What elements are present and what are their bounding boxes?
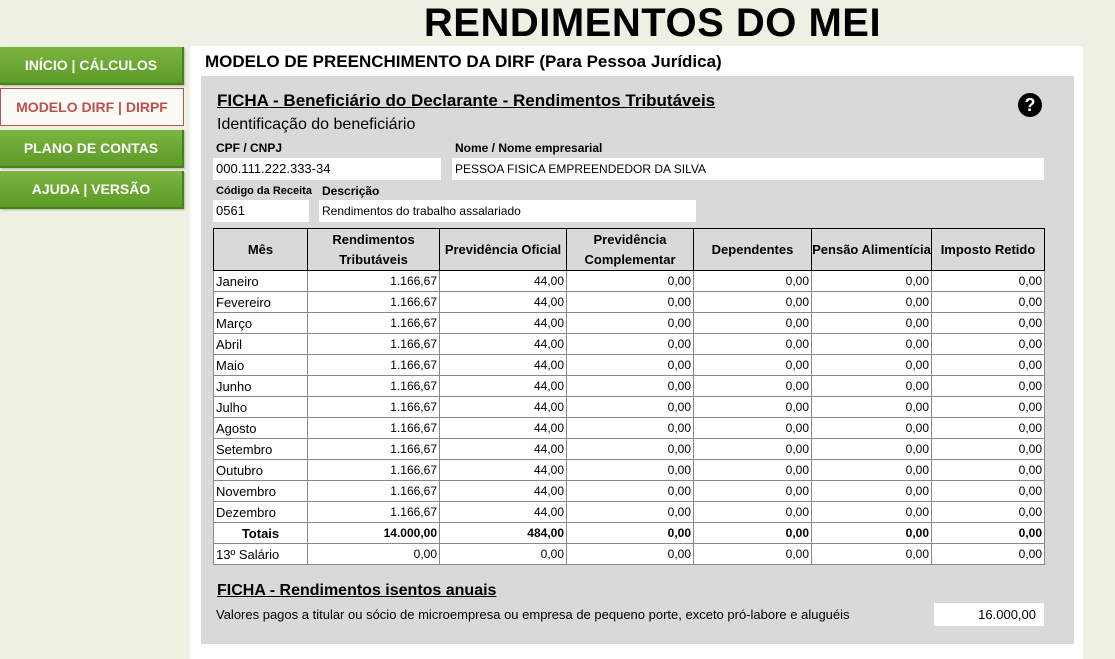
descricao-label: Descrição [322,184,380,198]
value-cell[interactable]: 44,00 [440,481,567,502]
value-cell[interactable]: 1.166,67 [308,502,440,523]
month-cell: Janeiro [214,271,308,292]
table-row [214,376,1045,397]
value-cell[interactable]: 0,00 [694,502,812,523]
value-cell[interactable]: 0,00 [694,313,812,334]
value-cell[interactable]: 0,00 [932,481,1045,502]
value-cell[interactable]: 0,00 [812,418,932,439]
value-cell[interactable]: 1.166,67 [308,460,440,481]
value-cell[interactable]: 1.166,67 [308,439,440,460]
value-cell[interactable]: 44,00 [440,439,567,460]
value-cell[interactable]: 0,00 [694,523,812,544]
value-cell[interactable]: 0,00 [812,439,932,460]
value-cell[interactable]: 0,00 [812,271,932,292]
value-cell[interactable]: 0,00 [932,502,1045,523]
month-cell: Dezembro [214,502,308,523]
month-cell: Junho [214,376,308,397]
column-header-imposto-retido: Imposto Retido [932,229,1045,271]
value-cell[interactable]: 0,00 [567,376,694,397]
value-cell[interactable]: 0,00 [812,334,932,355]
value-cell[interactable]: 0,00 [812,292,932,313]
value-cell[interactable]: 0,00 [567,544,694,565]
identification-heading: Identificação do beneficiário [217,116,416,133]
month-cell: 13º Salário [214,544,308,565]
value-cell[interactable]: 0,00 [567,313,694,334]
value-cell[interactable]: 0,00 [567,397,694,418]
value-cell[interactable]: 44,00 [440,376,567,397]
table-header-row [214,229,1045,271]
month-cell: Setembro [214,439,308,460]
value-cell[interactable]: 44,00 [440,502,567,523]
column-header-previdencia-oficial: Previdência Oficial [440,229,567,271]
table-row [214,292,1045,313]
ficha-panel [201,76,1074,644]
value-cell[interactable]: 0,00 [932,271,1045,292]
value-cell[interactable]: 0,00 [812,376,932,397]
nome-label: Nome / Nome empresarial [455,141,603,155]
month-cell: Março [214,313,308,334]
codigo-receita-field[interactable]: 0561 [213,200,309,222]
nav-ajuda-versao-button[interactable]: AJUDA | VERSÃO [0,171,184,209]
column-header-dependentes: Dependentes [694,229,812,271]
value-cell[interactable]: 0,00 [694,271,812,292]
value-cell[interactable]: 0,00 [932,334,1045,355]
value-cell[interactable]: 1.166,67 [308,334,440,355]
value-cell[interactable]: 0,00 [694,460,812,481]
value-cell[interactable]: 0,00 [694,544,812,565]
value-cell[interactable]: 0,00 [812,397,932,418]
rendimentos-table [213,228,1045,565]
table-row [214,418,1045,439]
column-header-previdencia-complementar: Previdência Complementar [567,229,694,271]
value-cell[interactable]: 0,00 [932,313,1045,334]
month-cell: Novembro [214,481,308,502]
app-title: RENDIMENTOS DO MEI [423,1,882,45]
value-cell[interactable]: 0,00 [812,523,932,544]
descricao-field[interactable]: Rendimentos do trabalho assalariado [319,200,696,222]
value-cell[interactable]: 44,00 [440,397,567,418]
value-cell[interactable]: 0,00 [694,376,812,397]
month-cell: Abril [214,334,308,355]
value-cell[interactable]: 0,00 [567,460,694,481]
value-cell[interactable]: 44,00 [440,334,567,355]
table-row [214,439,1045,460]
isentos-title: FICHA - Rendimentos isentos anuais [217,582,497,599]
table-row [214,313,1045,334]
month-cell: Totais [214,523,308,544]
cpf-field[interactable]: 000.111.222.333-34 [213,158,441,180]
value-cell[interactable]: 0,00 [812,544,932,565]
value-cell[interactable]: 0,00 [812,313,932,334]
value-cell[interactable]: 0,00 [694,397,812,418]
value-cell[interactable]: 0,00 [932,439,1045,460]
nav-inicio-calculos-button[interactable]: INÍCIO | CÁLCULOS [0,47,184,85]
month-cell: Outubro [214,460,308,481]
nome-field[interactable]: PESSOA FISICA EMPREENDEDOR DA SILVA [452,158,1044,180]
value-cell[interactable]: 0,00 [567,481,694,502]
value-cell[interactable]: 0,00 [932,292,1045,313]
value-cell[interactable]: 1.166,67 [308,271,440,292]
value-cell[interactable]: 1.166,67 [308,313,440,334]
value-cell[interactable]: 1.166,67 [308,418,440,439]
value-cell[interactable]: 1.166,67 [308,397,440,418]
value-cell[interactable]: 0,00 [567,355,694,376]
value-cell[interactable]: 0,00 [567,439,694,460]
value-cell[interactable]: 44,00 [440,292,567,313]
value-cell[interactable]: 0,00 [694,355,812,376]
value-cell[interactable]: 1.166,67 [308,355,440,376]
column-header-pensao: Pensão Alimentícia [812,229,932,271]
ficha-title: FICHA - Beneficiário do Declarante - Rendimentos Tributáveis [217,91,716,110]
decimo-terceiro-row [214,544,1045,565]
help-icon[interactable]: ? [1018,93,1042,117]
table-row [214,271,1045,292]
month-cell: Agosto [214,418,308,439]
content-area [190,46,1083,659]
value-cell[interactable]: 1.166,67 [308,481,440,502]
value-cell[interactable]: 0,00 [567,271,694,292]
value-cell[interactable]: 0,00 [812,355,932,376]
value-cell[interactable]: 0,00 [932,355,1045,376]
month-cell: Julho [214,397,308,418]
value-cell[interactable]: 14.000,00 [308,523,440,544]
value-cell[interactable]: 0,00 [567,502,694,523]
value-cell[interactable]: 44,00 [440,355,567,376]
value-cell[interactable]: 0,00 [932,544,1045,565]
value-cell[interactable]: 0,00 [932,460,1045,481]
value-cell[interactable]: 44,00 [440,271,567,292]
value-cell[interactable]: 0,00 [932,376,1045,397]
value-cell[interactable]: 44,00 [440,313,567,334]
column-header-mes: Mês [214,229,308,271]
section-title: MODELO DE PREENCHIMENTO DA DIRF (Para Pessoa Jurídica) [205,52,722,71]
month-cell: Maio [214,355,308,376]
column-header-rendimentos: Rendimentos Tributáveis [308,229,440,271]
value-cell[interactable]: 0,00 [567,523,694,544]
value-cell[interactable]: 0,00 [694,334,812,355]
value-cell[interactable]: 44,00 [440,418,567,439]
value-cell[interactable]: 1.166,67 [308,292,440,313]
value-cell[interactable]: 0,00 [694,439,812,460]
value-cell[interactable]: 0,00 [694,418,812,439]
table-row [214,334,1045,355]
nav-modelo-dirf-button[interactable]: MODELO DIRF | DIRPF [0,88,184,126]
isentos-label: Valores pagos a titular ou sócio de microempresa ou empresa de pequeno porte, exceto pró-labore e aluguéis [216,607,850,622]
value-cell[interactable]: 0,00 [812,502,932,523]
value-cell[interactable]: 0,00 [567,418,694,439]
table-row [214,460,1045,481]
value-cell[interactable]: 0,00 [932,418,1045,439]
codigo-receita-label: Código da Receita [216,185,312,197]
month-cell: Fevereiro [214,292,308,313]
cpf-label: CPF / CNPJ [216,141,283,155]
value-cell[interactable]: 0,00 [567,292,694,313]
value-cell[interactable]: 484,00 [440,523,567,544]
value-cell[interactable]: 0,00 [812,481,932,502]
nav-plano-de-contas-button[interactable]: PLANO DE CONTAS [0,130,184,168]
table-row [214,502,1045,523]
isentos-value-field[interactable]: 16.000,00 [934,603,1044,626]
totals-row [214,523,1045,544]
table-row [214,355,1045,376]
value-cell[interactable]: 0,00 [440,544,567,565]
table-row [214,481,1045,502]
value-cell[interactable]: 0,00 [932,523,1045,544]
value-cell[interactable]: 1.166,67 [308,376,440,397]
value-cell[interactable]: 0,00 [567,334,694,355]
value-cell[interactable]: 0,00 [694,292,812,313]
value-cell[interactable]: 0,00 [812,460,932,481]
table-row [214,397,1045,418]
value-cell[interactable]: 0,00 [308,544,440,565]
value-cell[interactable]: 0,00 [932,397,1045,418]
value-cell[interactable]: 44,00 [440,460,567,481]
value-cell[interactable]: 0,00 [694,481,812,502]
